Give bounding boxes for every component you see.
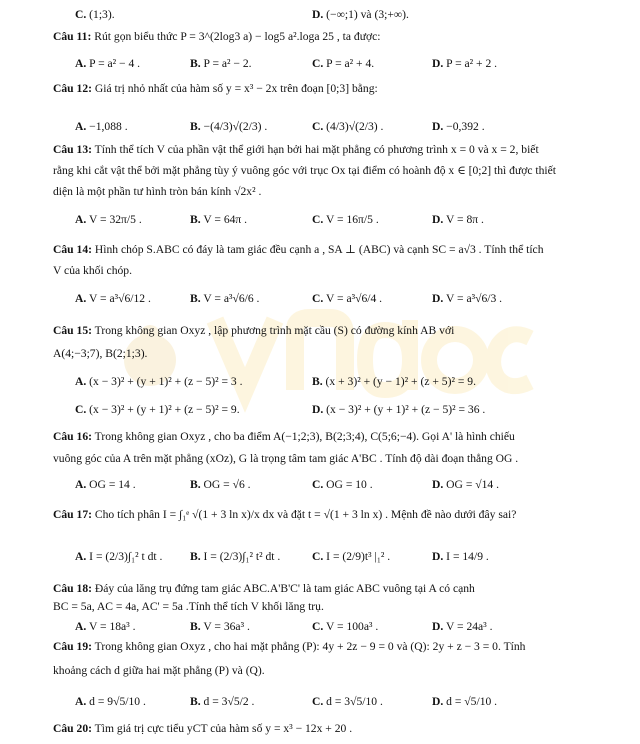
option-body: V = 18a³ . xyxy=(86,620,136,633)
answer-option xyxy=(312,213,379,227)
answer-option xyxy=(432,620,492,634)
option-letter: A. xyxy=(75,120,87,133)
option-body: V = a³√6/3 . xyxy=(443,292,503,305)
answer-option xyxy=(312,550,390,564)
answer-option xyxy=(75,620,135,634)
option-body: V = 32π/5 . xyxy=(86,213,142,226)
question-number: Câu 20: xyxy=(53,722,92,735)
question-text xyxy=(53,143,539,157)
answer-option xyxy=(432,120,485,134)
question-text xyxy=(53,722,352,736)
option-letter: B. xyxy=(190,620,201,633)
option-body: (x − 3)² + (y + 1)² + (z − 5)² = 36 . xyxy=(323,403,486,416)
text-line: khoảng cách d giữa hai mặt phẳng (P) và (Q). xyxy=(53,664,265,677)
question-body: Giá trị nhỏ nhất của hàm số y = x³ − 2x trên đoạn [0;3] bằng: xyxy=(91,82,378,95)
option-letter: A. xyxy=(75,292,87,305)
question-number: Câu 18: xyxy=(53,582,92,595)
option-letter: B. xyxy=(190,550,201,563)
option-letter: D. xyxy=(312,403,324,416)
option-body: P = a² − 2. xyxy=(200,57,252,70)
option-body: OG = √6 . xyxy=(200,478,251,491)
answer-option xyxy=(312,375,476,389)
option-body: P = a² + 2 . xyxy=(443,57,498,70)
option-letter: C. xyxy=(312,620,324,633)
option-body: d = √5/10 . xyxy=(443,695,498,708)
option-body: I = 14/9 . xyxy=(443,550,489,563)
option-letter: C. xyxy=(312,292,324,305)
question-number: Câu 13: xyxy=(53,143,92,156)
answer-option xyxy=(190,550,280,564)
answer-option xyxy=(190,292,259,306)
option-body: OG = 10 . xyxy=(323,478,373,491)
option-body: (x + 3)² + (y − 1)² + (z + 5)² = 9. xyxy=(322,375,476,388)
question-text xyxy=(53,582,475,596)
answer-option xyxy=(75,8,115,22)
option-letter: D. xyxy=(312,8,324,21)
answer-option xyxy=(190,620,250,634)
text-line: A(4;−3;7), B(2;1;3). xyxy=(53,347,148,360)
text-line: BC = 5a, AC = 4a, AC' = 5a .Tính thể tích V khối lăng trụ. xyxy=(53,600,324,613)
option-letter: A. xyxy=(75,213,87,226)
option-letter: C. xyxy=(75,8,87,21)
question-text xyxy=(53,243,544,257)
question-body: Cho tích phân I = ∫₁ᵉ √(1 + 3 ln x)/x dx và đặt t = √(1 + 3 ln x) . Mệnh đề nào dưới đây sai? xyxy=(91,508,517,521)
option-letter: A. xyxy=(75,57,87,70)
answer-option xyxy=(75,403,240,417)
option-body: −1,088 . xyxy=(86,120,128,133)
option-body: V = 24a³ . xyxy=(443,620,493,633)
answer-option xyxy=(312,403,485,417)
text-line: vuông góc của A trên mặt phẳng (xOz), G là trọng tâm tam giác A'BC . Tính độ dài đoạn thẳng OG . xyxy=(53,452,519,465)
option-letter: D. xyxy=(432,120,444,133)
option-body: P = a² − 4 . xyxy=(86,57,141,70)
answer-option xyxy=(432,550,489,564)
answer-option xyxy=(190,695,254,709)
option-letter: D. xyxy=(432,57,444,70)
option-letter: D. xyxy=(432,550,444,563)
answer-option xyxy=(432,57,497,71)
option-body: I = (2/3)∫₁² t² dt . xyxy=(200,550,281,563)
option-letter: A. xyxy=(75,375,87,388)
option-body: d = 3√5/10 . xyxy=(323,695,383,708)
answer-option xyxy=(312,695,383,709)
text-line: rằng khi cắt vật thể bởi mặt phẳng tùy ý vuông góc với trục Ox tại điểm có hoành độ x ∈ [0;2] thì được thiết xyxy=(53,164,557,177)
option-body: d = 9√5/10 . xyxy=(86,695,146,708)
option-body: V = 64π . xyxy=(200,213,248,226)
option-letter: D. xyxy=(432,620,444,633)
option-body: V = a³√6/6 . xyxy=(200,292,260,305)
option-letter: D. xyxy=(432,213,444,226)
answer-option xyxy=(312,120,383,134)
option-letter: D. xyxy=(432,695,444,708)
question-text xyxy=(53,430,515,444)
option-letter: C. xyxy=(75,403,87,416)
answer-option xyxy=(312,620,378,634)
option-letter: D. xyxy=(432,292,444,305)
answer-option xyxy=(75,695,146,709)
option-body: (x − 3)² + (y + 1)² + (z − 5)² = 3 . xyxy=(86,375,243,388)
question-body: Trong không gian Oxyz , lập phương trình mặt cầu (S) có đường kính AB với xyxy=(91,324,455,337)
question-text xyxy=(53,82,378,96)
question-body: Tìm giá trị cực tiểu yCT của hàm số y = x³ − 12x + 20 . xyxy=(91,722,353,735)
option-letter: A. xyxy=(75,620,87,633)
option-letter: B. xyxy=(190,695,201,708)
option-body: OG = √14 . xyxy=(443,478,500,491)
option-body: P = a² + 4. xyxy=(323,57,375,70)
option-body: (−∞;1) và (3;+∞). xyxy=(323,8,409,21)
option-body: −0,392 . xyxy=(443,120,485,133)
answer-option xyxy=(190,213,247,227)
text-line: V của khối chóp. xyxy=(53,264,132,277)
option-body: (4/3)√(2/3) . xyxy=(323,120,384,133)
option-body: V = 100a³ . xyxy=(323,620,379,633)
question-number: Câu 15: xyxy=(53,324,92,337)
answer-option xyxy=(432,292,502,306)
answer-option xyxy=(312,478,373,492)
option-body: −(4/3)√(2/3) . xyxy=(200,120,268,133)
answer-option xyxy=(75,57,140,71)
question-number: Câu 17: xyxy=(53,508,92,521)
question-body: Tính thể tích V của phần vật thể giới hạn bởi hai mặt phẳng có phương trình x = 0 và x = 2, biết xyxy=(91,143,539,156)
option-letter: C. xyxy=(312,57,324,70)
question-body: Trong không gian Oxyz , cho hai mặt phẳng (P): 4y + 2z − 9 = 0 và (Q): 2y + z − 3 = 0. Tính xyxy=(91,640,526,653)
question-text xyxy=(53,30,381,44)
answer-option xyxy=(312,57,374,71)
option-body: (x − 3)² + (y + 1)² + (z − 5)² = 9. xyxy=(86,403,240,416)
option-body: I = (2/9)t³ |₁² . xyxy=(323,550,391,563)
option-letter: B. xyxy=(312,375,323,388)
option-letter: C. xyxy=(312,120,324,133)
option-letter: B. xyxy=(190,57,201,70)
question-number: Câu 16: xyxy=(53,430,92,443)
answer-option xyxy=(75,292,151,306)
question-number: Câu 11: xyxy=(53,30,92,43)
answer-option xyxy=(190,478,251,492)
question-number: Câu 14: xyxy=(53,243,92,256)
answer-option xyxy=(432,213,484,227)
option-body: V = a³√6/4 . xyxy=(323,292,383,305)
option-body: V = 8π . xyxy=(443,213,484,226)
answer-option xyxy=(432,695,497,709)
answer-option xyxy=(75,478,136,492)
answer-option xyxy=(75,120,128,134)
question-text xyxy=(53,640,525,654)
option-body: (1;3). xyxy=(86,8,115,21)
question-text xyxy=(53,508,516,522)
option-letter: B. xyxy=(190,213,201,226)
option-body: I = (2/3)∫₁² t dt . xyxy=(86,550,163,563)
option-letter: C. xyxy=(312,695,324,708)
option-body: OG = 14 . xyxy=(86,478,136,491)
question-body: Trong không gian Oxyz , cho ba điểm A(−1;2;3), B(2;3;4), C(5;6;−4). Gọi A' là hình chiếu xyxy=(91,430,515,443)
option-letter: A. xyxy=(75,478,87,491)
option-letter: A. xyxy=(75,695,87,708)
answer-option xyxy=(75,375,243,389)
option-letter: B. xyxy=(190,292,201,305)
text-line: diện là một phần tư hình tròn bán kính √2x² . xyxy=(53,185,262,198)
answer-option xyxy=(190,57,252,71)
option-letter: C. xyxy=(312,550,324,563)
option-letter: A. xyxy=(75,550,87,563)
option-letter: C. xyxy=(312,213,324,226)
question-text xyxy=(53,324,454,338)
option-letter: D. xyxy=(432,478,444,491)
question-body: Rút gọn biểu thức P = 3^(2log3 a) − log5 a².loga 25 , ta được: xyxy=(91,30,381,43)
question-number: Câu 12: xyxy=(53,82,92,95)
answer-option xyxy=(75,213,142,227)
answer-option xyxy=(312,8,409,22)
answer-option xyxy=(312,292,382,306)
option-letter: B. xyxy=(190,478,201,491)
question-body: Hình chóp S.ABC có đáy là tam giác đều cạnh a , SA ⊥ (ABC) và cạnh SC = a√3 . Tính thể tích xyxy=(91,243,544,256)
answer-option xyxy=(432,478,499,492)
option-body: d = 3√5/2 . xyxy=(200,695,255,708)
question-number: Câu 19: xyxy=(53,640,92,653)
option-body: V = 36a³ . xyxy=(200,620,250,633)
option-body: V = 16π/5 . xyxy=(323,213,379,226)
answer-option xyxy=(75,550,162,564)
option-body: V = a³√6/12 . xyxy=(86,292,151,305)
answer-option xyxy=(190,120,267,134)
option-letter: C. xyxy=(312,478,324,491)
question-body: Đáy của lăng trụ đứng tam giác ABC.A'B'C' là tam giác ABC vuông tại A có cạnh xyxy=(91,582,475,595)
option-letter: B. xyxy=(190,120,201,133)
